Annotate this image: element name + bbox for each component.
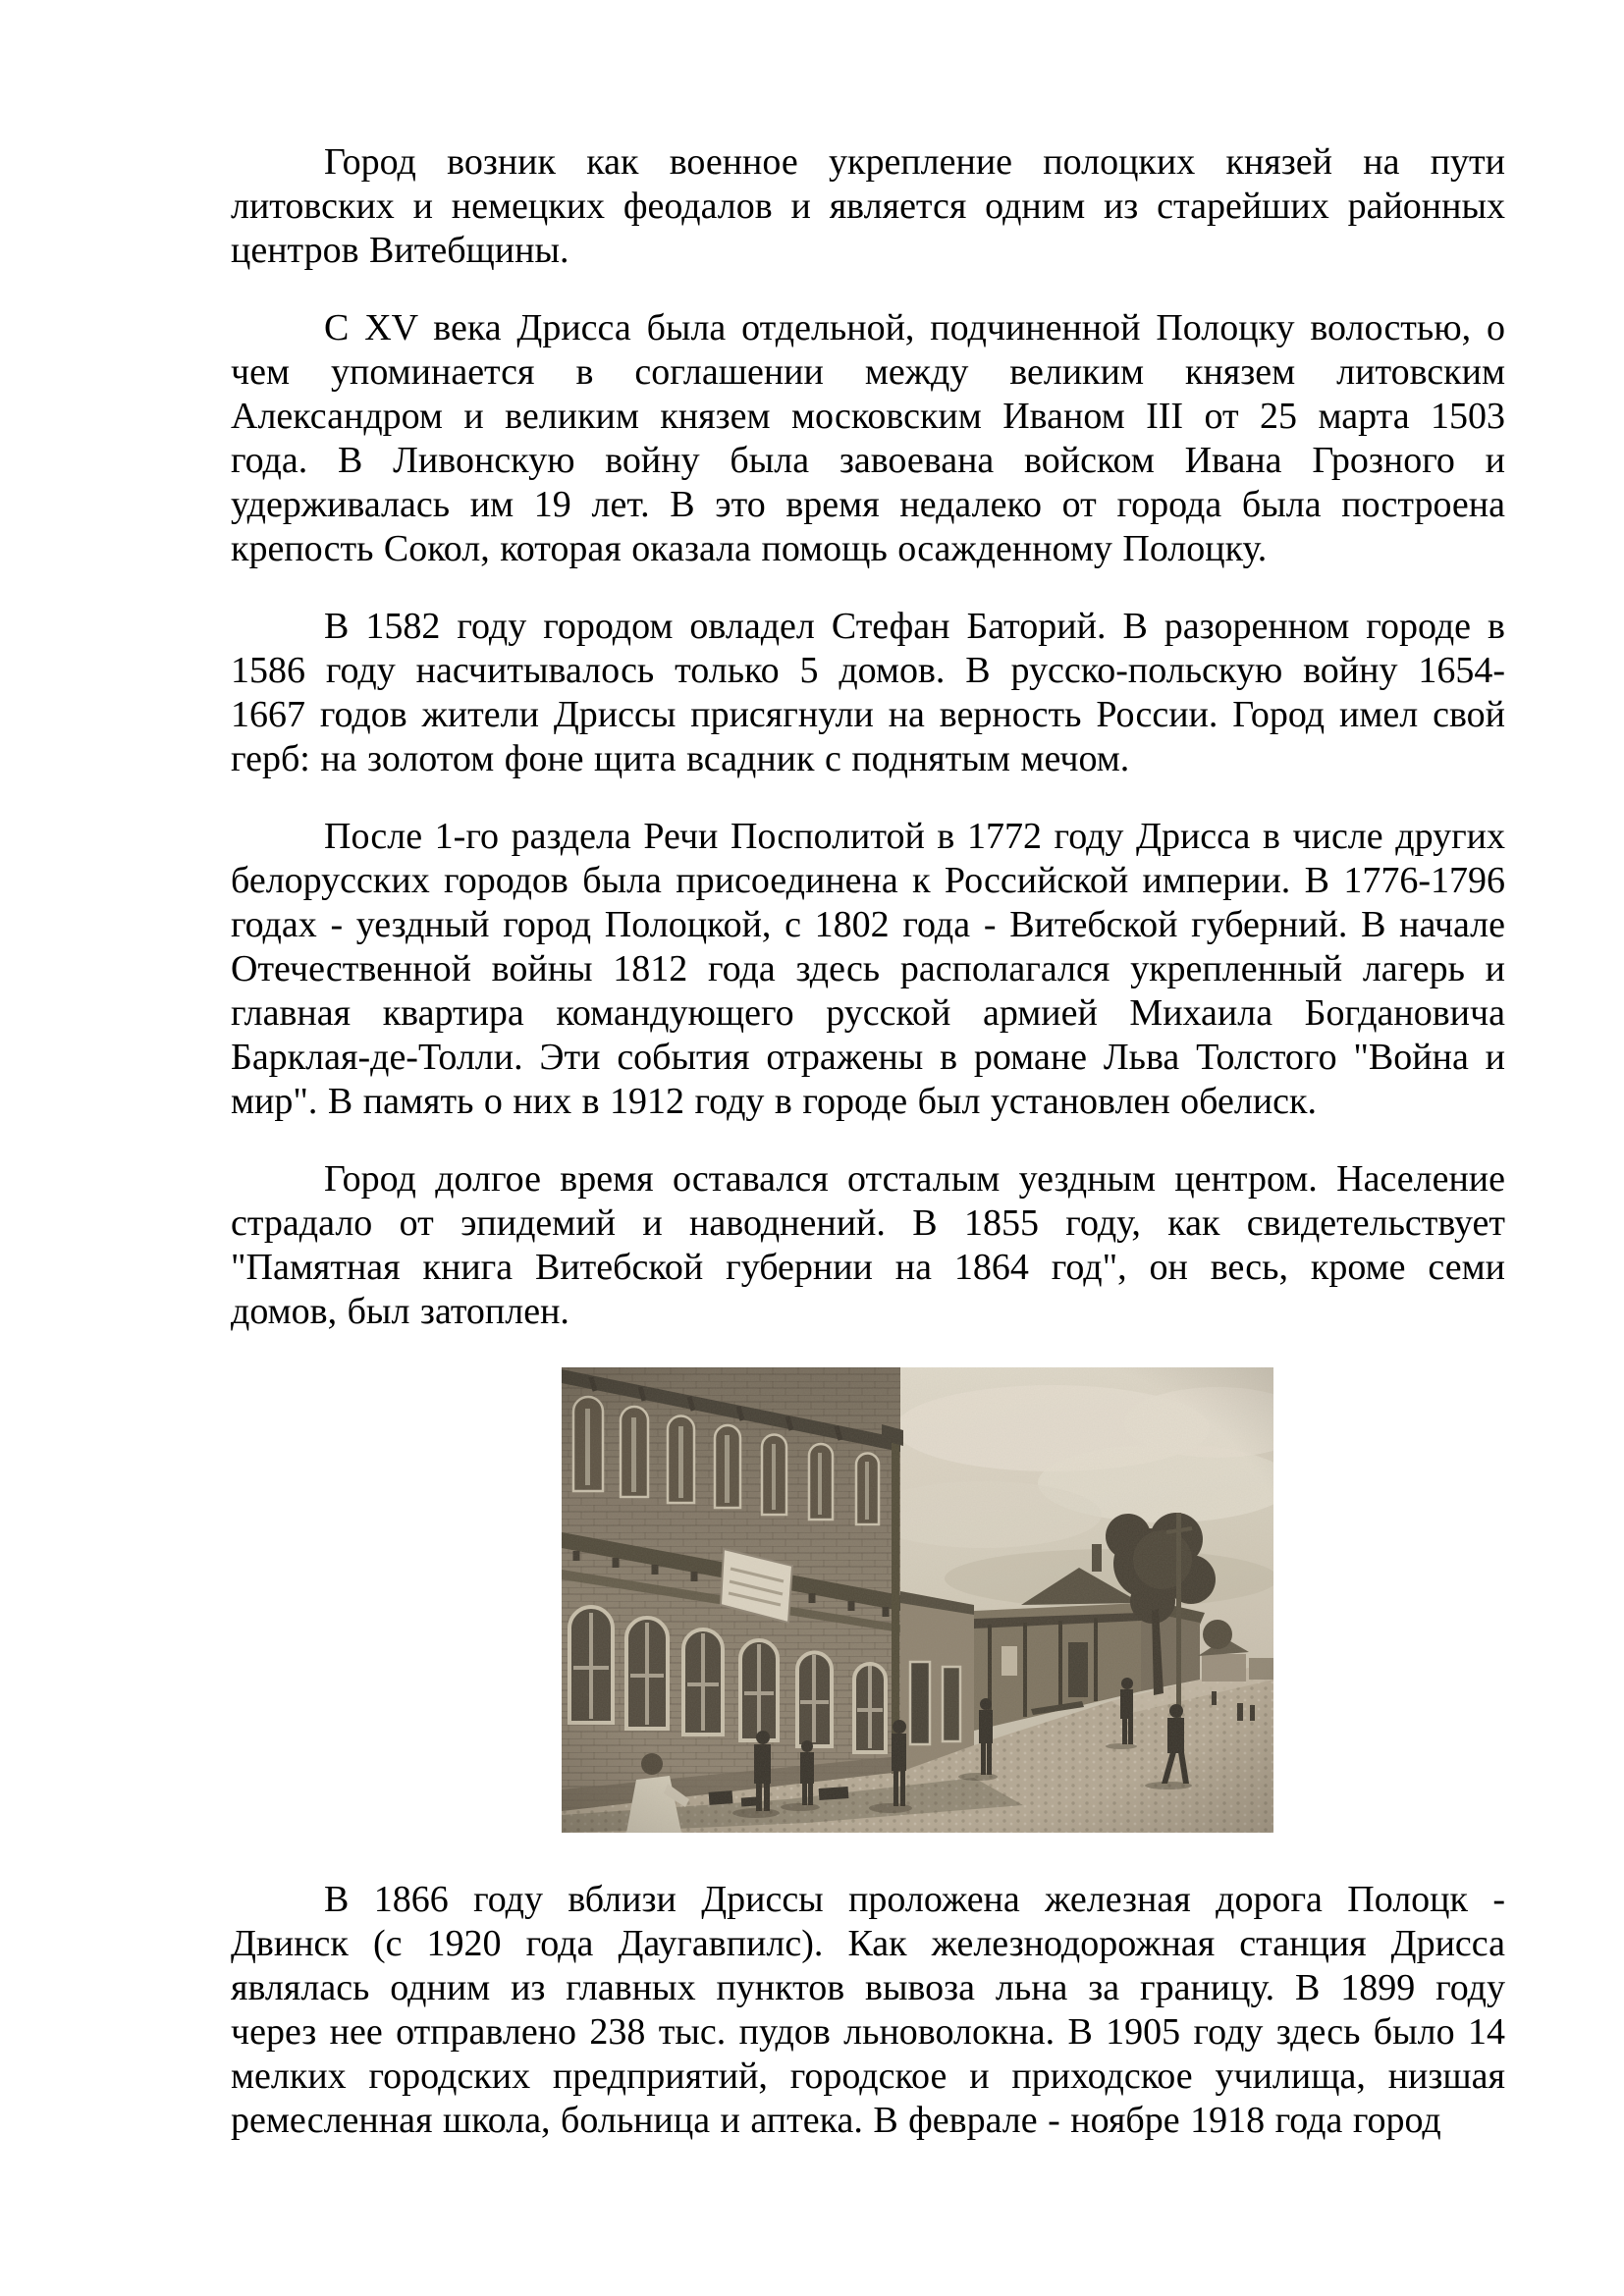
text-line: Город возник как военное укрепление полоцких князей на пути bbox=[324, 141, 1505, 183]
vignette-overlay bbox=[562, 1367, 1273, 1833]
text-line: В 1866 году вблизи Дриссы проложена железная дорога Полоцк - bbox=[324, 1879, 1505, 1920]
text-block-upper bbox=[231, 140, 1505, 1334]
text-line: После 1-го раздела Речи Посполитой в 1772 году Дрисса в числе других bbox=[324, 816, 1505, 857]
text-line: литовских и немецких феодалов и является одним из старейших районных bbox=[231, 186, 1505, 227]
paragraph bbox=[231, 815, 1505, 1124]
text-line: домов, был затоплен. bbox=[231, 1291, 569, 1332]
text-line: Александром и великим князем московским Иваном III от 25 марта 1503 bbox=[231, 396, 1505, 437]
paragraph bbox=[231, 1878, 1505, 2143]
text-line: чем упоминается в соглашении между великим князем литовским bbox=[231, 351, 1505, 393]
text-line: ремесленная школа, больница и аптека. В феврале - ноябре 1918 года город bbox=[231, 2100, 1441, 2141]
historical-photo-svg bbox=[562, 1367, 1273, 1833]
text-line: года. В Ливонскую войну была завоевана войском Ивана Грозного и bbox=[231, 440, 1505, 481]
text-line: 1667 годов жители Дриссы присягнули на верность России. Город имел свой bbox=[231, 694, 1505, 735]
text-line: являлась одним из главных пунктов вывоза льна за границу. В 1899 году bbox=[231, 1967, 1505, 2008]
text-line: Двинск (с 1920 года Даугавпилс). Как железнодорожная станция Дрисса bbox=[231, 1923, 1505, 1964]
text-line: В 1582 году городом овладел Стефан Баторий. В разоренном городе в bbox=[324, 606, 1505, 647]
text-line: главная квартира командующего русской армией Михаила Богдановича bbox=[231, 992, 1505, 1034]
text-line: белорусских городов была присоединена к Российской империи. В 1776-1796 bbox=[231, 860, 1505, 901]
text-line: удерживалась им 19 лет. В это время недалеко от города была построена bbox=[231, 484, 1505, 525]
text-line: Город долгое время оставался отсталым уездным центром. Население bbox=[324, 1158, 1505, 1200]
text-line: Барклая-де-Толли. Эти события отражены в романе Льва Толстого "Война и bbox=[231, 1037, 1505, 1078]
text-line: крепость Сокол, которая оказала помощь осажденному Полоцку. bbox=[231, 528, 1268, 569]
text-line: центров Витебщины. bbox=[231, 230, 569, 271]
text-line: герб: на золотом фоне щита всадник с поднятым мечом. bbox=[231, 738, 1130, 779]
text-line: 1586 году насчитывалось только 5 домов. В русско-польскую войну 1654- bbox=[231, 650, 1505, 691]
text-line: через нее отправлено 238 тыс. пудов льноволокна. В 1905 году здесь было 14 bbox=[231, 2011, 1505, 2053]
document-body bbox=[231, 140, 1505, 2176]
paragraph bbox=[231, 605, 1505, 781]
text-line: страдало от эпидемий и наводнений. В 1855 году, как свидетельствует bbox=[231, 1202, 1505, 1244]
paragraph bbox=[231, 1157, 1505, 1334]
text-block-lower bbox=[231, 1878, 1505, 2143]
text-line: мир". В память о них в 1912 году в городе был установлен обелиск. bbox=[231, 1081, 1317, 1122]
text-line: С XV века Дрисса была отдельной, подчиненной Полоцку волостью, о bbox=[324, 307, 1505, 348]
text-line: годах - уездный город Полоцкой, с 1802 года - Витебской губерний. В начале bbox=[231, 904, 1505, 945]
paragraph bbox=[231, 306, 1505, 571]
text-line: "Памятная книга Витебской губернии на 1864 год", он весь, кроме семи bbox=[231, 1247, 1505, 1288]
text-line: мелких городских предприятий, городское и приходское училища, низшая bbox=[231, 2056, 1505, 2097]
historical-photo bbox=[562, 1367, 1273, 1833]
paragraph bbox=[231, 140, 1505, 273]
text-line: Отечественной войны 1812 года здесь располагался укрепленный лагерь и bbox=[231, 948, 1505, 989]
